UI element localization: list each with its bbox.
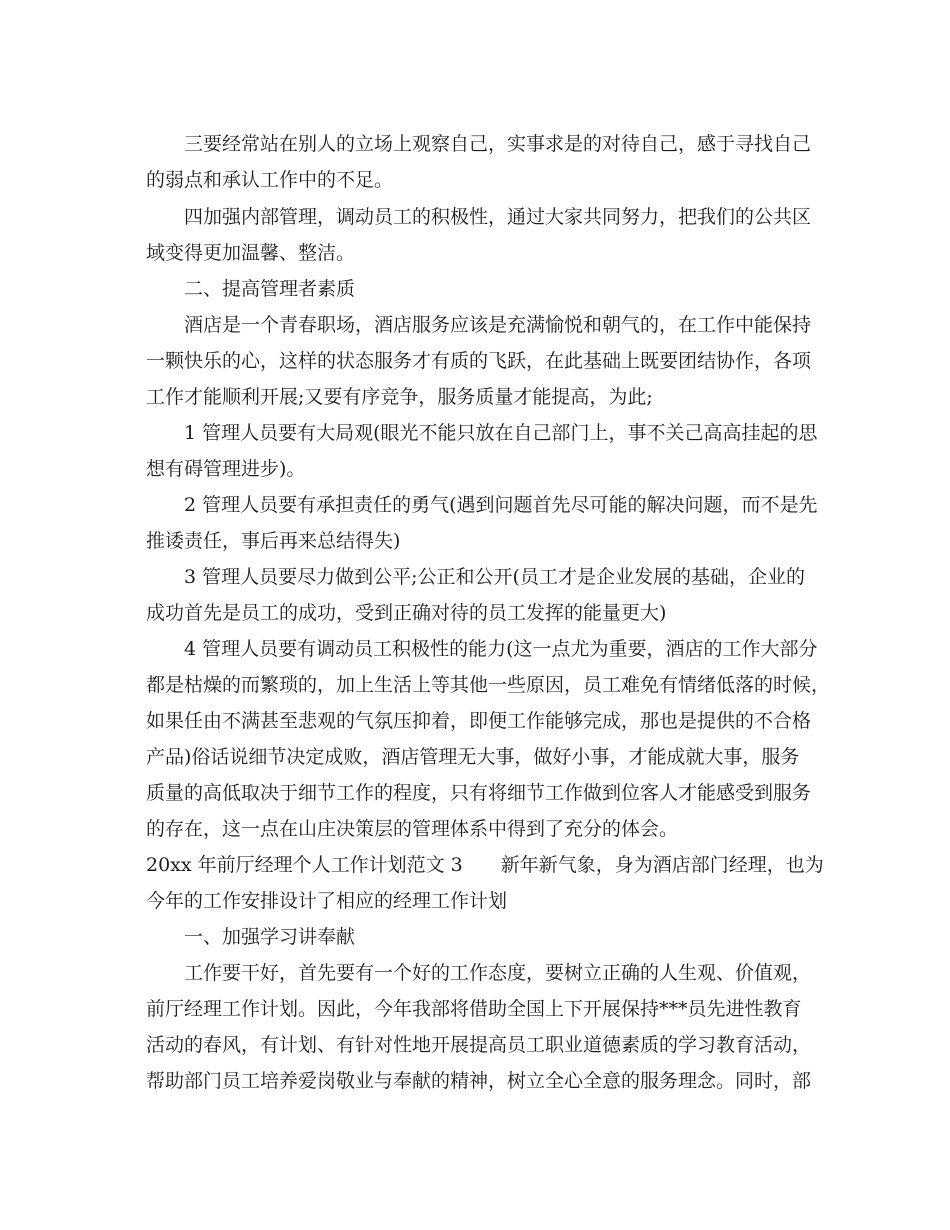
text-line: 工作才能顺利开展;又要有序竞争，服务质量才能提高，为此; [146, 386, 653, 408]
text-line: 的存在，这一点在山庄决策层的管理体系中得到了充分的体会。 [146, 818, 679, 840]
text-line: 4 管理人员要有调动员工积极性的能力(这一点尤为重要，酒店的工作大部分 [184, 638, 818, 660]
section-heading: 二、提高管理者素质 [184, 278, 356, 300]
text-line: 域变得更加温馨、整洁。 [146, 242, 356, 264]
text-line: 2 管理人员要有承担责任的勇气(遇到问题首先尽可能的解决问题，而不是先 [184, 494, 818, 516]
text-line: 活动的春风，有计划、有针对性地开展提高员工职业道德素质的学习教育活动， [146, 1034, 812, 1056]
text-line: 工作要干好，首先要有一个好的工作态度，要树立正确的人生观、价值观， [184, 962, 812, 984]
text-line: 成功首先是员工的成功，受到正确对待的员工发挥的能量更大) [146, 602, 667, 624]
text-line: 推诿责任，事后再来总结得失) [146, 530, 401, 552]
text-line: 都是枯燥的而繁琐的，加上生活上等其他一些原因，员工难免有情绪低落的时候， [146, 674, 831, 696]
text-line: 3 管理人员要尽力做到公平;公正和公开(员工才是企业发展的基础，企业的 [184, 566, 805, 588]
text-line: 的弱点和承认工作中的不足。 [146, 169, 394, 191]
text-line: 酒店是一个青春职场，酒店服务应该是充满愉悦和朝气的，在工作中能保持 [184, 314, 812, 336]
text-line: 产品)俗话说细节决定成败，酒店管理无大事，做好小事，才能成就大事，服务 [146, 746, 800, 768]
text-line: 如果任由不满甚至悲观的气氛压抑着，即便工作能够完成，那也是提供的不合格 [146, 710, 812, 732]
text-line: 一颗快乐的心，这样的状态服务才有质的飞跃，在此基础上既要团结协作，各项 [146, 350, 812, 372]
text-line: 前厅经理工作计划。因此，今年我部将借助全国上下开展保持***员先进性教育 [146, 998, 802, 1020]
text-line: 三要经常站在别人的立场上观察自己，实事求是的对待自己，感于寻找自己 [184, 133, 812, 155]
section-heading: 一、加强学习讲奉献 [184, 926, 356, 948]
text-line: 帮助部门员工培养爱岗敬业与奉献的精神，树立全心全意的服务理念。同时，部 [146, 1070, 812, 1092]
section-title-line: 20xx 年前厅经理个人工作计划范文 3 新年新气象，身为酒店部门经理，也为 [146, 854, 824, 876]
text-line: 想有碍管理进步)。 [146, 458, 306, 480]
text-line: 四加强内部管理，调动员工的积极性，通过大家共同努力，把我们的公共区 [184, 206, 812, 228]
text-line: 质量的高低取决于细节工作的程度，只有将细节工作做到位客人才能感受到服务 [146, 782, 812, 804]
text-line: 1 管理人员要有大局观(眼光不能只放在自己部门上，事不关己高高挂起的思 [184, 422, 818, 444]
text-line: 今年的工作安排设计了相应的经理工作计划 [146, 890, 508, 912]
